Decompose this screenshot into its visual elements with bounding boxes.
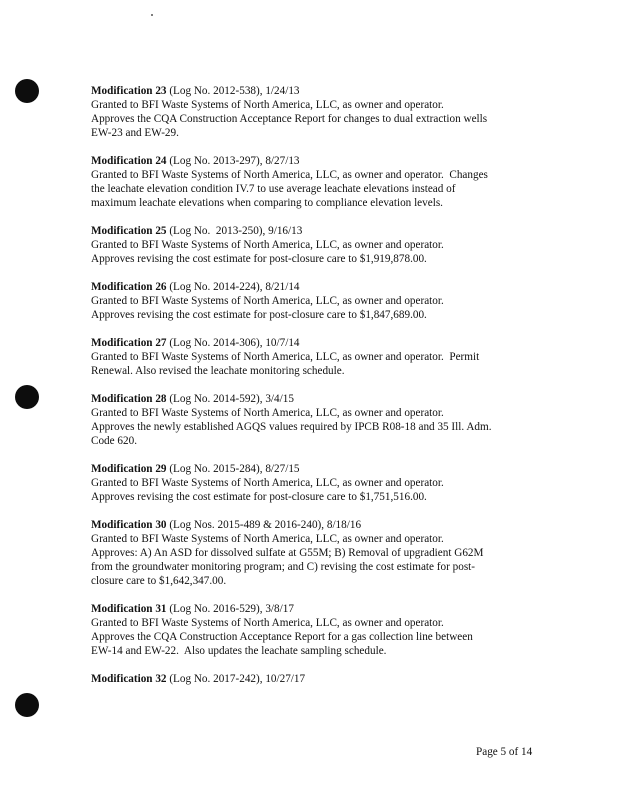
modification-entry [91,224,551,266]
modification-reference: (Log No. 2013-250), 9/16/13 [166,225,303,237]
modification-reference: (Log No. 2014-592), 3/4/15 [166,393,294,405]
modification-heading [91,602,551,616]
modification-text-line: the leachate elevation condition IV.7 to use average leachate elevations instead of [91,183,456,195]
modification-text-line: from the groundwater monitoring program; and C) revising the cost estimate for post- [91,561,476,573]
modification-number: Modification 24 [91,155,167,167]
modification-text-line: Granted to BFI Waste Systems of North America, LLC, as owner and operator. [91,533,444,545]
punch-hole-middle [15,385,39,409]
modification-text-line: EW-14 and EW-22. Also updates the leachate sampling schedule. [91,645,387,657]
modification-text-line: Granted to BFI Waste Systems of North America, LLC, as owner and operator. [91,407,444,419]
modification-reference: (Log No. 2013-297), 8/27/13 [166,155,300,167]
page-number: Page 5 of 14 [476,746,533,758]
modification-heading [91,154,551,168]
modification-number: Modification 29 [91,463,167,475]
modification-text-line: Granted to BFI Waste Systems of North America, LLC, as owner and operator. Changes [91,169,488,181]
modification-text-line: Approves revising the cost estimate for post-closure care to $1,751,516.00. [91,491,427,503]
modification-text-line: Granted to BFI Waste Systems of North America, LLC, as owner and operator. [91,99,444,111]
modification-number: Modification 26 [91,281,167,293]
modification-text-line: Approves the newly established AGQS values required by IPCB R08-18 and 35 Ill. Adm. [91,421,492,433]
modification-heading [91,224,551,238]
modification-text-line: Approves the CQA Construction Acceptance Report for a gas collection line between [91,631,473,643]
modification-heading [91,280,551,294]
modification-reference: (Log Nos. 2015-489 & 2016-240), 8/18/16 [166,519,362,531]
modification-text-line: Approves the CQA Construction Acceptance Report for changes to dual extraction wells [91,113,488,125]
modification-number: Modification 27 [91,337,167,349]
modification-reference: (Log No. 2015-284), 8/27/15 [166,463,300,475]
modification-reference: (Log No. 2014-224), 8/21/14 [166,281,300,293]
modification-text-line: EW-23 and EW-29. [91,127,179,139]
modification-text-line: closure care to $1,642,347.00. [91,575,227,587]
scan-speck [151,14,153,16]
modification-number: Modification 25 [91,225,167,237]
modification-reference: (Log No. 2012-538), 1/24/13 [166,85,300,97]
modification-number: Modification 28 [91,393,167,405]
modification-entry [91,154,551,210]
modification-reference: (Log No. 2014-306), 10/7/14 [166,337,300,349]
modification-reference: (Log No. 2017-242), 10/27/17 [166,673,306,685]
modification-text-line: Approves revising the cost estimate for post-closure care to $1,847,689.00. [91,309,427,321]
modification-heading [91,518,551,532]
modification-entry [91,672,551,686]
modification-heading [91,392,551,406]
modification-entry [91,84,551,140]
modification-text-line: Granted to BFI Waste Systems of North America, LLC, as owner and operator. [91,617,444,629]
modification-entry [91,336,551,378]
modification-text-line: maximum leachate elevations when comparing to compliance elevation levels. [91,197,443,209]
modification-text-line: Granted to BFI Waste Systems of North America, LLC, as owner and operator. Permit [91,351,480,363]
modification-heading [91,462,551,476]
modification-heading [91,336,551,350]
modification-text-line: Granted to BFI Waste Systems of North America, LLC, as owner and operator. [91,239,444,251]
modification-number: Modification 31 [91,603,167,615]
punch-hole-bottom [15,693,39,717]
modification-list [91,84,551,700]
modification-heading [91,672,551,686]
modification-entry [91,518,551,588]
modification-number: Modification 30 [91,519,167,531]
modification-text-line: Renewal. Also revised the leachate monitoring schedule. [91,365,345,377]
modification-text-line: Code 620. [91,435,137,447]
punch-hole-top [15,79,39,103]
modification-text-line: Granted to BFI Waste Systems of North America, LLC, as owner and operator. [91,295,444,307]
modification-reference: (Log No. 2016-529), 3/8/17 [166,603,294,615]
modification-heading [91,84,551,98]
modification-text-line: Granted to BFI Waste Systems of North America, LLC, as owner and operator. [91,477,444,489]
modification-entry [91,462,551,504]
modification-text-line: Approves revising the cost estimate for post-closure care to $1,919,878.00. [91,253,427,265]
modification-entry [91,280,551,322]
modification-number: Modification 23 [91,85,167,97]
modification-text-line: Approves: A) An ASD for dissolved sulfate at G55M; B) Removal of upgradient G62M [91,547,484,559]
modification-entry [91,392,551,448]
modification-number: Modification 32 [91,673,167,685]
modification-entry [91,602,551,658]
